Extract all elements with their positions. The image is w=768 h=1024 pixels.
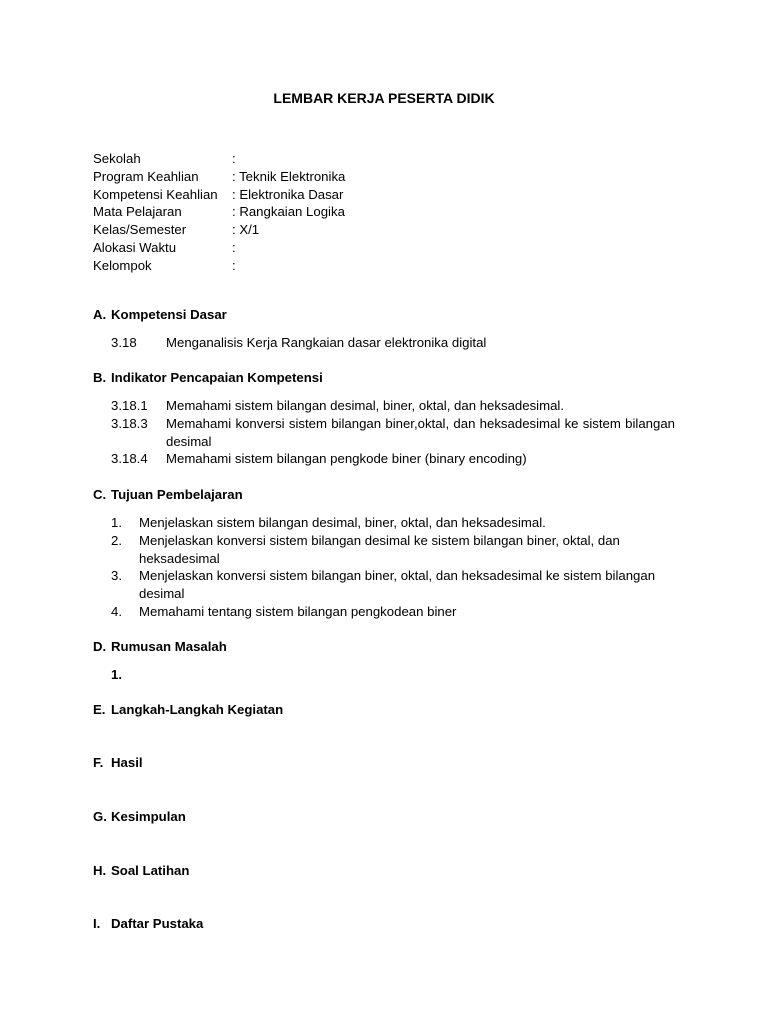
section-heading-langkah-kegiatan: [93, 701, 283, 719]
section-heading-soal-latihan: [93, 862, 189, 880]
indikator-text: Memahami sistem bilangan pengkode biner (binary encoding): [166, 451, 527, 467]
section-title: Soal Latihan: [111, 863, 190, 878]
indikator-item: [111, 415, 675, 451]
section-letter: H.: [93, 863, 107, 878]
worksheet-page: [93, 0, 675, 1024]
identity-value: : Elektronika Dasar: [232, 186, 344, 202]
identity-table: [93, 150, 345, 275]
identity-value: : Teknik Elektronika: [232, 168, 346, 184]
section-letter: C.: [93, 487, 107, 502]
kd-text: Menganalisis Kerja Rangkaian dasar elektronika digital: [166, 335, 487, 350]
section-title: Daftar Pustaka: [111, 916, 204, 931]
identity-label: Kompetensi Keahlian: [93, 186, 218, 202]
tujuan-item: [111, 567, 675, 603]
section-title: Tujuan Pembelajaran: [111, 487, 243, 502]
indikator-code: 3.18.1: [111, 398, 148, 413]
identity-value: :: [232, 257, 236, 273]
indikator-item: [111, 450, 675, 468]
identity-row-mata-pelajaran: [93, 203, 345, 221]
tujuan-text: Menjelaskan sistem bilangan desimal, biner, oktal, dan heksadesimal.: [139, 515, 546, 530]
section-heading-tujuan: [93, 486, 243, 504]
section-heading-daftar-pustaka: [93, 915, 203, 933]
section-heading-indikator: [93, 369, 323, 387]
identity-value: :: [232, 151, 236, 166]
tujuan-text: Menjelaskan konversi sistem bilangan biner, oktal, dan heksadesimal ke sistem bilangan desimal: [139, 568, 656, 602]
identity-row-kelas-semester: [93, 221, 345, 239]
identity-row-kompetensi-keahlian: [93, 186, 345, 204]
section-title: Hasil: [111, 755, 143, 770]
section-title: Indikator Pencapaian Kompetensi: [111, 370, 323, 385]
identity-label: Alokasi Waktu: [93, 239, 177, 255]
section-letter: E.: [93, 702, 106, 717]
identity-row-kelompok: [93, 257, 345, 275]
section-title: Kompetensi Dasar: [111, 307, 227, 322]
section-letter: F.: [93, 755, 104, 770]
section-letter: G.: [93, 809, 107, 824]
page-title: LEMBAR KERJA PESERTA DIDIK: [273, 90, 495, 106]
identity-row-alokasi-waktu: [93, 239, 345, 257]
section-heading-rumusan-masalah: [93, 638, 227, 656]
identity-label: Program Keahlian: [93, 168, 199, 184]
section-title: Rumusan Masalah: [111, 639, 227, 654]
section-heading-kesimpulan: [93, 808, 186, 826]
identity-row-program-keahlian: [93, 168, 345, 186]
tujuan-text: Memahami tentang sistem bilangan pengkodean biner: [139, 603, 457, 619]
section-title: Kesimpulan: [111, 809, 186, 824]
tujuan-number: 1.: [111, 515, 122, 530]
tujuan-number: 3.: [111, 568, 122, 584]
tujuan-text: Menjelaskan konversi sistem bilangan desimal ke sistem bilangan biner, oktal, dan heksadesimal: [139, 532, 620, 566]
section-letter: B.: [93, 370, 107, 385]
identity-value: : X/1: [232, 222, 260, 238]
indikator-code: 3.18.4: [111, 451, 148, 467]
tujuan-list: [111, 514, 675, 621]
tujuan-item: [111, 514, 675, 532]
tujuan-item: [111, 603, 675, 621]
identity-label: Kelas/Semester: [93, 222, 187, 238]
kompetensi-dasar-block: [111, 334, 675, 352]
identity-value: : Rangkaian Logika: [232, 204, 345, 220]
rumusan-masalah-list: [111, 666, 675, 684]
identity-label: Mata Pelajaran: [93, 204, 182, 220]
identity-label: Sekolah: [93, 151, 141, 166]
indikator-text: Memahami sistem bilangan desimal, biner, oktal, dan heksadesimal.: [166, 398, 565, 413]
section-heading-hasil: [93, 754, 143, 772]
rumusan-masalah-item: 1.: [111, 667, 122, 682]
tujuan-number: 2.: [111, 532, 122, 548]
section-letter: A.: [93, 307, 107, 322]
indikator-item: [111, 397, 675, 415]
tujuan-item: [111, 532, 675, 568]
tujuan-number: 4.: [111, 603, 122, 619]
indikator-list: [111, 397, 675, 468]
kompetensi-dasar-item: [111, 334, 675, 352]
section-heading-kompetensi-dasar: [93, 306, 227, 324]
identity-value: :: [232, 239, 236, 255]
kd-code: 3.18: [111, 335, 137, 350]
section-letter: I.: [93, 916, 101, 931]
identity-label: Kelompok: [93, 257, 152, 273]
identity-row-sekolah: [93, 150, 345, 168]
section-letter: D.: [93, 639, 107, 654]
section-title: Langkah-Langkah Kegiatan: [111, 702, 284, 717]
indikator-code: 3.18.3: [111, 415, 148, 431]
indikator-text: Memahami konversi sistem bilangan biner,oktal, dan heksadesimal ke sistem bilangan desimal: [166, 415, 675, 449]
